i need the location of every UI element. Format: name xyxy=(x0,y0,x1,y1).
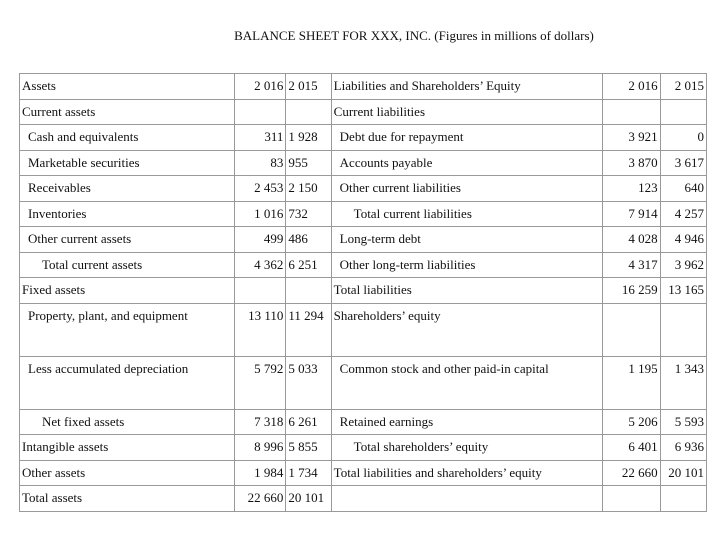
asset-label: Receivables xyxy=(20,176,235,202)
liability-value-2016: 123 xyxy=(603,176,660,202)
liability-value-2015: 0 xyxy=(660,125,706,151)
asset-label: Inventories xyxy=(20,201,235,227)
liability-value-2016 xyxy=(603,486,660,512)
liability-value-2016 xyxy=(603,303,660,356)
asset-value-2016: 4 362 xyxy=(234,252,286,278)
balance-sheet-table xyxy=(19,73,707,512)
liability-value-2016: 3 921 xyxy=(603,125,660,151)
asset-value-2015: 486 xyxy=(286,227,331,253)
asset-label: Less accumulated depreciation xyxy=(20,356,235,409)
liability-label: Total liabilities and shareholders’ equity xyxy=(331,460,603,486)
asset-label: Marketable securities xyxy=(20,150,235,176)
assets-year-2015: 2 015 xyxy=(286,74,331,100)
table-header-row xyxy=(20,74,707,100)
asset-value-2016: 13 110 xyxy=(234,303,286,356)
asset-value-2015: 5 855 xyxy=(286,435,331,461)
asset-label: Intangible assets xyxy=(20,435,235,461)
table-row xyxy=(20,435,707,461)
asset-label: Current assets xyxy=(20,99,235,125)
liability-value-2016: 16 259 xyxy=(603,278,660,304)
liability-label: Debt due for repayment xyxy=(331,125,603,151)
liability-label: Retained earnings xyxy=(331,409,603,435)
liability-value-2016: 4 317 xyxy=(603,252,660,278)
asset-value-2016: 2 453 xyxy=(234,176,286,202)
table-row xyxy=(20,252,707,278)
asset-label: Total assets xyxy=(20,486,235,512)
table-row xyxy=(20,303,707,356)
asset-value-2015: 2 150 xyxy=(286,176,331,202)
liability-value-2016: 22 660 xyxy=(603,460,660,486)
asset-value-2015 xyxy=(286,99,331,125)
asset-value-2016: 1 984 xyxy=(234,460,286,486)
liability-value-2016 xyxy=(603,99,660,125)
liability-value-2016: 7 914 xyxy=(603,201,660,227)
asset-value-2016 xyxy=(234,99,286,125)
liability-label: Accounts payable xyxy=(331,150,603,176)
assets-year-2016: 2 016 xyxy=(234,74,286,100)
table-row xyxy=(20,409,707,435)
liability-label: Current liabilities xyxy=(331,99,603,125)
liability-value-2015: 3 617 xyxy=(660,150,706,176)
asset-value-2016: 8 996 xyxy=(234,435,286,461)
asset-value-2016: 5 792 xyxy=(234,356,286,409)
liability-value-2015 xyxy=(660,486,706,512)
asset-value-2015: 1 928 xyxy=(286,125,331,151)
asset-value-2016: 22 660 xyxy=(234,486,286,512)
liability-value-2015: 1 343 xyxy=(660,356,706,409)
liability-label: Shareholders’ equity xyxy=(331,303,603,356)
table-row xyxy=(20,460,707,486)
asset-value-2015: 6 261 xyxy=(286,409,331,435)
asset-label: Other assets xyxy=(20,460,235,486)
liability-value-2016: 1 195 xyxy=(603,356,660,409)
asset-label: Other current assets xyxy=(20,227,235,253)
asset-value-2015: 5 033 xyxy=(286,356,331,409)
asset-value-2016 xyxy=(234,278,286,304)
asset-value-2016: 311 xyxy=(234,125,286,151)
table-row xyxy=(20,227,707,253)
liability-value-2016: 5 206 xyxy=(603,409,660,435)
liability-value-2015: 4 946 xyxy=(660,227,706,253)
table-row xyxy=(20,486,707,512)
table-row xyxy=(20,201,707,227)
asset-value-2016: 1 016 xyxy=(234,201,286,227)
liabilities-year-2016: 2 016 xyxy=(603,74,660,100)
liability-label: Common stock and other paid-in capital xyxy=(331,356,603,409)
asset-label: Cash and equivalents xyxy=(20,125,235,151)
liability-label: Total shareholders’ equity xyxy=(331,435,603,461)
asset-value-2015: 20 101 xyxy=(286,486,331,512)
liability-label: Other long-term liabilities xyxy=(331,252,603,278)
asset-value-2015: 11 294 xyxy=(286,303,331,356)
liability-label xyxy=(331,486,603,512)
asset-label: Property, plant, and equipment xyxy=(20,303,235,356)
liability-value-2015: 5 593 xyxy=(660,409,706,435)
asset-value-2015 xyxy=(286,278,331,304)
asset-value-2015: 955 xyxy=(286,150,331,176)
liability-value-2015: 6 936 xyxy=(660,435,706,461)
table-row xyxy=(20,356,707,409)
asset-value-2015: 6 251 xyxy=(286,252,331,278)
asset-value-2016: 7 318 xyxy=(234,409,286,435)
liabilities-year-2015: 2 015 xyxy=(660,74,706,100)
page-title: BALANCE SHEET FOR XXX, INC. (Figures in millions of dollars) xyxy=(234,28,594,43)
liability-value-2016: 3 870 xyxy=(603,150,660,176)
assets-header: Assets xyxy=(20,74,235,100)
table-row xyxy=(20,150,707,176)
liability-value-2015: 20 101 xyxy=(660,460,706,486)
asset-value-2016: 83 xyxy=(234,150,286,176)
table-row xyxy=(20,176,707,202)
asset-label: Net fixed assets xyxy=(20,409,235,435)
table-row xyxy=(20,278,707,304)
liability-label: Long-term debt xyxy=(331,227,603,253)
table-row xyxy=(20,99,707,125)
liability-value-2015: 13 165 xyxy=(660,278,706,304)
liability-label: Other current liabilities xyxy=(331,176,603,202)
table-row xyxy=(20,125,707,151)
asset-value-2015: 732 xyxy=(286,201,331,227)
liability-value-2015 xyxy=(660,303,706,356)
liability-value-2015: 640 xyxy=(660,176,706,202)
asset-label: Total current assets xyxy=(20,252,235,278)
liability-value-2016: 4 028 xyxy=(603,227,660,253)
liability-value-2015 xyxy=(660,99,706,125)
asset-label: Fixed assets xyxy=(20,278,235,304)
liability-value-2015: 4 257 xyxy=(660,201,706,227)
liability-value-2015: 3 962 xyxy=(660,252,706,278)
asset-value-2015: 1 734 xyxy=(286,460,331,486)
asset-value-2016: 499 xyxy=(234,227,286,253)
liability-label: Total current liabilities xyxy=(331,201,603,227)
liability-value-2016: 6 401 xyxy=(603,435,660,461)
liabilities-header: Liabilities and Shareholders’ Equity xyxy=(331,74,603,100)
liability-label: Total liabilities xyxy=(331,278,603,304)
